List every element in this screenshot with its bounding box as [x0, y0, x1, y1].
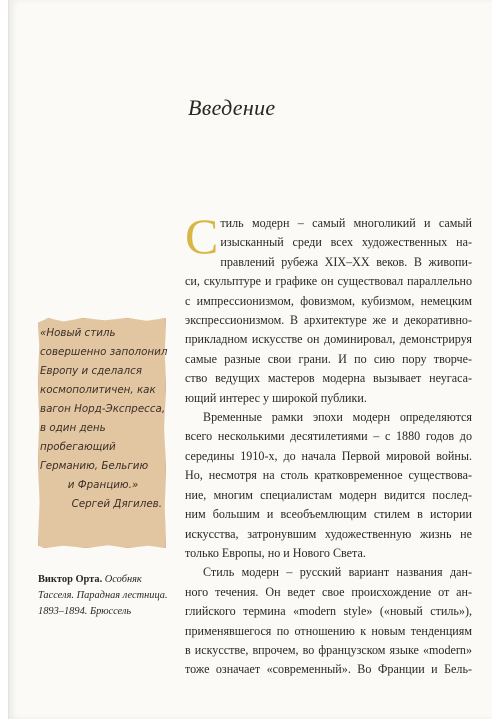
caption-date-place: 1893–1894. Брюссель — [38, 606, 132, 617]
image-caption — [38, 572, 172, 620]
caption-line — [38, 572, 172, 588]
text-line: правлений рубежа XIX–XX веков. В живопи- — [220, 254, 472, 269]
text-line: экспрессионизмом. В архитектуре же и декоративно- — [185, 313, 472, 328]
text-line: ного течения. Он ведет свое происхождение от ан- — [185, 584, 472, 599]
caption-title-cont: Тасселя. Парадная лестница. — [38, 590, 168, 601]
text-line: всего несколькими десятилетиями – с 1880 годов до — [185, 429, 472, 444]
text-line: изысканный среди всех художественных на- — [220, 235, 472, 250]
quote-line: «Новый стиль — [40, 327, 116, 339]
caption-line — [38, 604, 172, 620]
text-line: искусства, затронувшим художественную жизнь не — [185, 526, 472, 541]
caption-title: Особняк — [102, 574, 142, 585]
text-line: прикладном искусстве он доминировал, демонстрируя — [185, 332, 472, 347]
quote-line: в один день — [40, 422, 106, 434]
quote-line: космополитичен, как — [40, 384, 156, 396]
text-line: си, скульптуре и графике он существовал параллельно — [185, 274, 472, 289]
quote-line: Германию, Бельгию — [40, 460, 149, 472]
text-line: тоже означает «современный». Во Франции и Бель- — [185, 662, 472, 677]
caption-line — [38, 588, 172, 604]
text-line: Временные рамки эпохи модерн определяются — [203, 410, 472, 425]
text-line: ние, многим специалистам модерн видится послед- — [185, 487, 472, 502]
text-line: ющий интерес у широкой публики. — [185, 390, 367, 405]
text-line: глийского термина «modern style» («новый стиль»), — [185, 604, 472, 619]
text-line: с импрессионизмом, фовизмом, кубизмом, немецким — [185, 293, 472, 308]
caption-author: Виктор Орта. — [38, 574, 103, 585]
quote-line: и Францию.» — [67, 479, 139, 491]
text-line: Но, несмотря на столь кратковременное существова- — [185, 468, 472, 483]
chapter-title: Введение — [188, 95, 276, 120]
text-line: Стиль модерн – русский вариант названия дан- — [203, 565, 472, 580]
quote-note — [40, 324, 166, 514]
quote-line: Европу и сделался — [40, 365, 142, 377]
text-line: только Европы, но и Нового Света. — [185, 545, 366, 560]
main-text — [185, 208, 472, 680]
paragraph-3 — [185, 563, 472, 679]
paragraph-2 — [185, 408, 472, 563]
text-line: самые разные свои грани. И по сию пору творче- — [185, 351, 472, 366]
intro-paragraph — [185, 208, 472, 408]
text-line: ним большим и всеобъемлющим стилем в истории — [185, 507, 472, 522]
text-line: в искусстве, впрочем, во французском языке «modern» — [185, 642, 472, 657]
drop-cap: С — [185, 208, 219, 264]
quote-line: пробегающий — [40, 441, 116, 453]
quote-line: совершенно заполонил — [40, 346, 168, 358]
text-line: ство ведущих мастеров модерна вызывает неугаса- — [185, 371, 472, 386]
quote-author: Сергей Дягилев. — [71, 498, 162, 510]
text-line: применявшегося по отношению к новым тенденциям — [185, 623, 472, 638]
text-line: середины 1910-х, до начала Первой мировой войны. — [185, 448, 472, 463]
quote-line: вагон Норд-Экспресса, — [40, 403, 166, 415]
text-line: тиль модерн – самый многоликий и самый — [220, 216, 472, 230]
